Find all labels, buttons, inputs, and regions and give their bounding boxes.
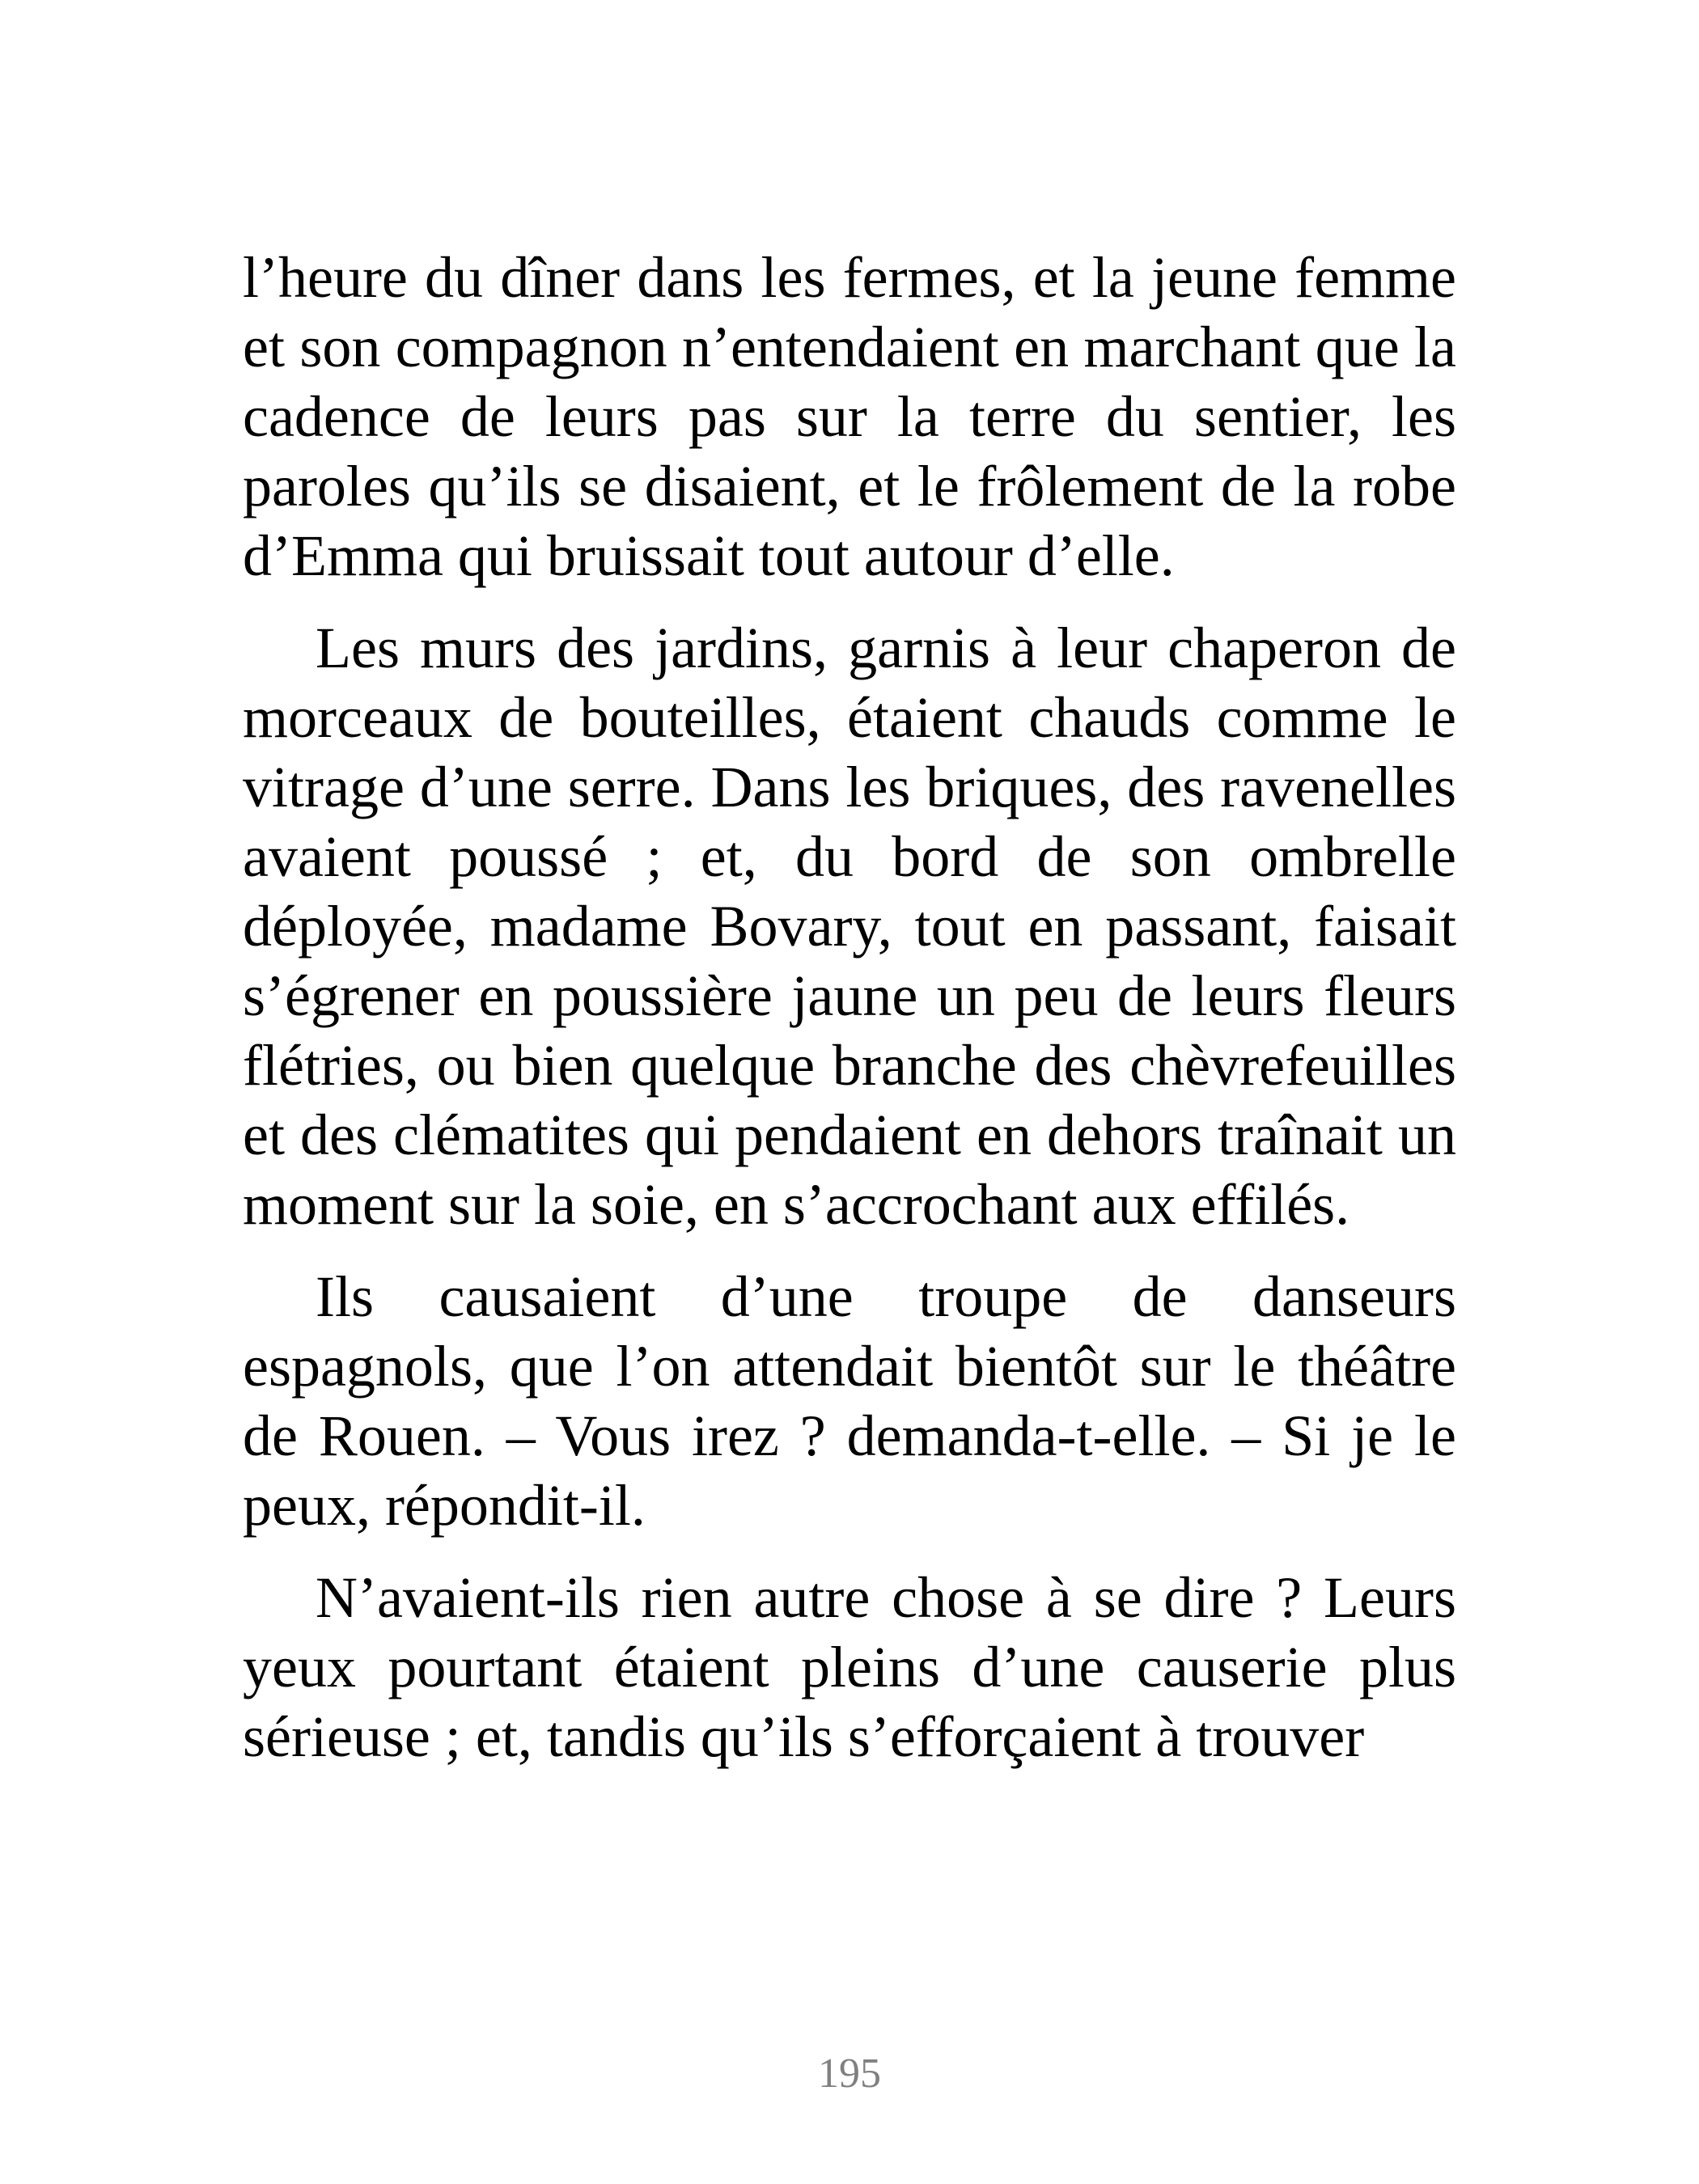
paragraph-garden-walls: Les murs des jardins, garnis à leur chaperon de morceaux de bouteilles, étaient chauds comme le vitrage d’une serre. Dans les briques, des ravenelles avaient poussé ; et, du bord de son ombrelle déployée, madame Bovary, tout en passant, faisait s’égrener en poussière jaune un peu de leurs fleurs flétries, ou bien quelque branche des chèvrefeuilles et des clématites qui pendaient en dehors traînait un moment sur la soie, en s’accrochant aux effilés.: [243, 616, 1456, 1237]
paragraph-conversation: N’avaient-ils rien autre chose à se dire ? Leurs yeux pourtant étaient pleins d’une causerie plus sérieuse ; et, tandis qu’ils s’efforçaient à trouver: [243, 1565, 1456, 1769]
paragraph-continuation: l’heure du dîner dans les fermes, et la jeune femme et son compagnon n’entendaient en marchant que la cadence de leurs pas sur la terre du sentier, les paroles qu’ils se disaient, et le frôlement de la robe d’Emma qui bruissait tout autour d’elle.: [243, 245, 1456, 588]
page-number: 195: [818, 2051, 881, 2097]
paragraph-spanish-dancers: Ils causaient d’une troupe de danseurs espagnols, que l’on attendait bientôt sur le théâtre de Rouen. – Vous irez ? demanda-t-elle. – Si je le peux, répondit-il.: [243, 1264, 1456, 1538]
body-text: [243, 243, 1456, 1794]
